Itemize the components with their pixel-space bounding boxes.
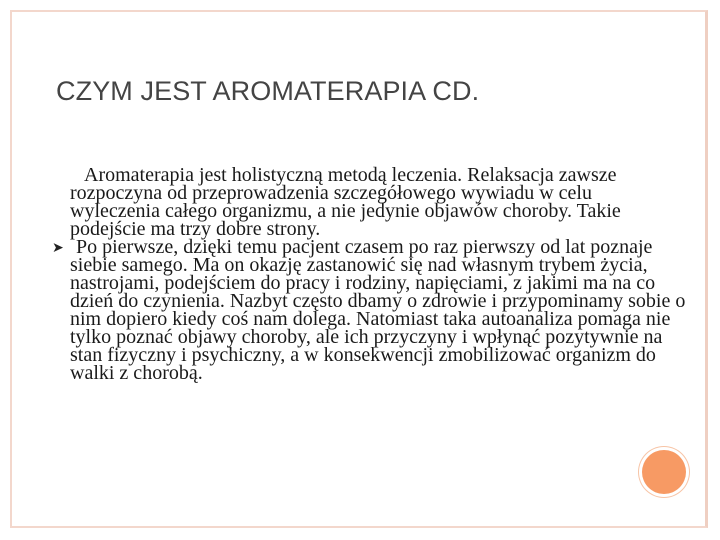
slide-body [52, 166, 686, 382]
bullet-paragraph-text: Po pierwsze, dzięki temu pacjent czasem po raz pierwszy od lat poznaje siebie samego. Ma on okazję zastanowić się nad własnym trybem życia, nastrojami, podejściem do pracy i rodziny, napięciami, z jakimi ma na co dzień do czynienia. Nazbyt często dbamy o zdrowie i przypominamy sobie o nim dopiero kiedy coś nam dolega. Natomiast taka autoanaliza pomaga nie tylko poznać objawy choroby, ale ich przyczyny i wpłynąć pozytywnie na stan fizyczny i psychiczny, a w konsekwencji zmobilizować organizm do walki z chorobą. [70, 236, 686, 384]
intro-paragraph-text: Aromaterapia jest holistyczną metodą leczenia. Relaksacja zawsze rozpoczyna od przeprowadzenia szczegółowego wywiadu w celu wyleczenia całego organizmu, a nie jedynie objawów choroby. Takie podejście ma trzy dobre strony. [70, 164, 621, 240]
intro-paragraph [52, 166, 686, 238]
bullet-paragraph [52, 238, 686, 382]
decorative-circle-icon [642, 450, 686, 494]
arrowhead-bullet-icon: ➤ [52, 240, 64, 256]
slide-title: CZYM JEST AROMATERAPIA CD. [56, 76, 480, 106]
